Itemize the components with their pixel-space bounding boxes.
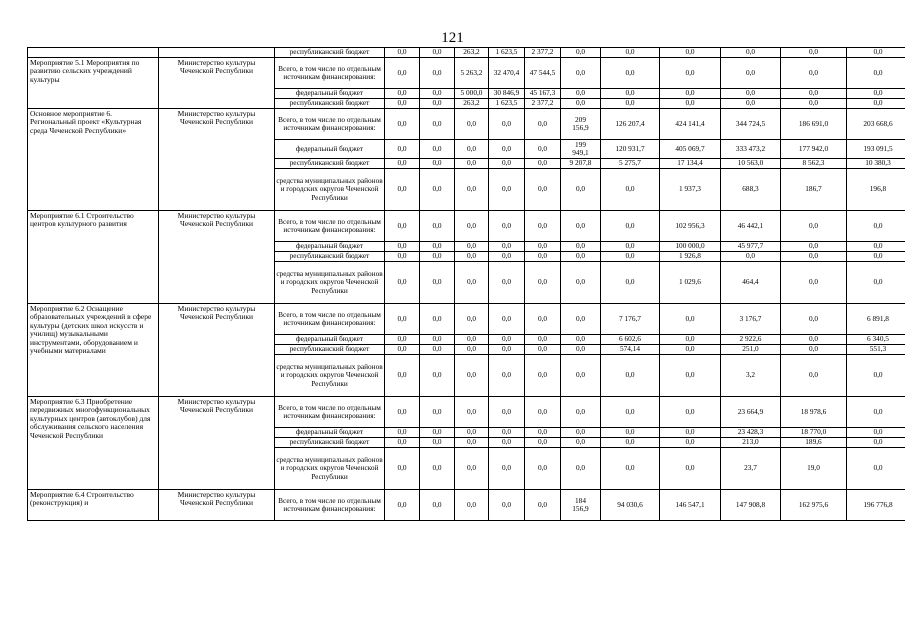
value-cell: 0,0: [601, 397, 660, 428]
value-cell: 0,0: [847, 211, 905, 242]
value-cell: 574,14: [601, 345, 660, 355]
value-cell: 0,0: [781, 89, 847, 99]
event-name-cell: Основное мероприятие 6. Региональный проект «Культурная среда Чеченской Республики»: [28, 109, 159, 211]
value-cell: 0,0: [489, 304, 525, 335]
funding-source-cell: республиканский бюджет: [275, 99, 385, 109]
value-cell: 126 207,4: [601, 109, 660, 140]
value-cell: 0,0: [489, 335, 525, 345]
value-cell: 0,0: [847, 58, 905, 89]
value-cell: 0,0: [420, 304, 455, 335]
value-cell: 0,0: [489, 448, 525, 490]
value-cell: 0,0: [601, 262, 660, 304]
table-row: [28, 48, 905, 58]
value-cell: 8 562,3: [781, 159, 847, 169]
value-cell: 193 091,5: [847, 140, 905, 159]
value-cell: 0,0: [455, 428, 489, 438]
event-name-cell: Мероприятие 5.1 Мероприятия по развитию сельских учреждений культуры: [28, 58, 159, 109]
value-cell: 405 069,7: [660, 140, 721, 159]
value-cell: 0,0: [525, 159, 561, 169]
value-cell: 0,0: [420, 159, 455, 169]
value-cell: 0,0: [601, 438, 660, 448]
value-cell: 0,0: [525, 397, 561, 428]
value-cell: 0,0: [385, 211, 420, 242]
funding-source-cell: республиканский бюджет: [275, 252, 385, 262]
value-cell: 0,0: [455, 252, 489, 262]
value-cell: 0,0: [385, 262, 420, 304]
value-cell: 199 949,1: [561, 140, 601, 159]
value-cell: 184 156,9: [561, 490, 601, 521]
value-cell: 0,0: [420, 242, 455, 252]
value-cell: 0,0: [660, 397, 721, 428]
value-cell: 0,0: [385, 58, 420, 89]
value-cell: 0,0: [420, 345, 455, 355]
value-cell: 1 623,5: [489, 99, 525, 109]
value-cell: 0,0: [601, 211, 660, 242]
executor-cell: Министерство культуры Чеченской Республики: [159, 304, 275, 397]
value-cell: 0,0: [660, 99, 721, 109]
value-cell: 94 030,6: [601, 490, 660, 521]
value-cell: 0,0: [781, 304, 847, 335]
value-cell: 0,0: [420, 48, 455, 58]
value-cell: 0,0: [721, 252, 781, 262]
value-cell: 0,0: [601, 252, 660, 262]
value-cell: 2 377,2: [525, 99, 561, 109]
value-cell: 0,0: [489, 169, 525, 211]
value-cell: 0,0: [781, 252, 847, 262]
funding-source-cell: федеральный бюджет: [275, 242, 385, 252]
value-cell: 0,0: [385, 448, 420, 490]
value-cell: 0,0: [781, 355, 847, 397]
value-cell: 10 380,3: [847, 159, 905, 169]
table-row: [28, 304, 905, 335]
value-cell: 0,0: [601, 242, 660, 252]
value-cell: 0,0: [847, 428, 905, 438]
value-cell: 333 473,2: [721, 140, 781, 159]
value-cell: 0,0: [525, 335, 561, 345]
value-cell: 0,0: [847, 262, 905, 304]
value-cell: 0,0: [660, 448, 721, 490]
value-cell: 0,0: [525, 140, 561, 159]
value-cell: 0,0: [847, 48, 905, 58]
value-cell: 0,0: [781, 211, 847, 242]
value-cell: 189,6: [781, 438, 847, 448]
value-cell: 263,2: [455, 48, 489, 58]
value-cell: 0,0: [385, 490, 420, 521]
value-cell: 5 000,0: [455, 89, 489, 99]
page-number: 121: [441, 30, 464, 46]
value-cell: 0,0: [420, 140, 455, 159]
value-cell: 6 602,6: [601, 335, 660, 345]
value-cell: 23 428,3: [721, 428, 781, 438]
value-cell: 162 975,6: [781, 490, 847, 521]
value-cell: 0,0: [847, 242, 905, 252]
value-cell: 0,0: [420, 89, 455, 99]
value-cell: 0,0: [385, 397, 420, 428]
value-cell: 0,0: [420, 397, 455, 428]
value-cell: 0,0: [525, 428, 561, 438]
value-cell: 0,0: [385, 89, 420, 99]
value-cell: 209 156,9: [561, 109, 601, 140]
value-cell: 0,0: [660, 58, 721, 89]
value-cell: 0,0: [847, 89, 905, 99]
value-cell: 0,0: [525, 169, 561, 211]
value-cell: 3 176,7: [721, 304, 781, 335]
value-cell: 0,0: [455, 140, 489, 159]
value-cell: 0,0: [561, 355, 601, 397]
value-cell: 0,0: [525, 252, 561, 262]
value-cell: 0,0: [847, 99, 905, 109]
value-cell: 0,0: [847, 448, 905, 490]
value-cell: 0,0: [660, 438, 721, 448]
funding-source-cell: Всего, в том числе по отдельным источникам финансирования:: [275, 211, 385, 242]
value-cell: 0,0: [420, 252, 455, 262]
value-cell: 0,0: [561, 169, 601, 211]
value-cell: 0,0: [847, 397, 905, 428]
value-cell: 0,0: [601, 48, 660, 58]
value-cell: 0,0: [455, 304, 489, 335]
value-cell: 18 978,6: [781, 397, 847, 428]
value-cell: 5 263,2: [455, 58, 489, 89]
value-cell: 0,0: [455, 438, 489, 448]
value-cell: 0,0: [385, 169, 420, 211]
value-cell: 0,0: [561, 89, 601, 99]
value-cell: 196,8: [847, 169, 905, 211]
executor-cell: [159, 48, 275, 58]
value-cell: 0,0: [525, 109, 561, 140]
value-cell: 0,0: [525, 242, 561, 252]
value-cell: 0,0: [385, 438, 420, 448]
value-cell: 0,0: [420, 438, 455, 448]
funding-source-cell: федеральный бюджет: [275, 335, 385, 345]
value-cell: 0,0: [455, 397, 489, 428]
value-cell: 177 942,0: [781, 140, 847, 159]
value-cell: 0,0: [489, 262, 525, 304]
value-cell: 0,0: [525, 211, 561, 242]
value-cell: 102 956,3: [660, 211, 721, 242]
value-cell: 5 275,7: [601, 159, 660, 169]
funding-source-cell: Всего, в том числе по отдельным источникам финансирования:: [275, 58, 385, 89]
value-cell: 0,0: [561, 438, 601, 448]
value-cell: 17 134,4: [660, 159, 721, 169]
value-cell: 0,0: [385, 159, 420, 169]
funding-source-cell: федеральный бюджет: [275, 89, 385, 99]
funding-source-cell: республиканский бюджет: [275, 48, 385, 58]
funding-source-cell: средства муниципальных районов и городских округов Чеченской Республики: [275, 355, 385, 397]
value-cell: 3,2: [721, 355, 781, 397]
funding-source-cell: федеральный бюджет: [275, 428, 385, 438]
value-cell: 0,0: [525, 490, 561, 521]
value-cell: 0,0: [660, 304, 721, 335]
value-cell: 0,0: [561, 58, 601, 89]
event-name-cell: Мероприятие 6.4 Строительство (реконструкция) и: [28, 490, 159, 521]
value-cell: 0,0: [847, 252, 905, 262]
value-cell: 0,0: [385, 48, 420, 58]
value-cell: 0,0: [660, 428, 721, 438]
value-cell: 0,0: [561, 448, 601, 490]
table-row: [28, 397, 905, 428]
funding-source-cell: Всего, в том числе по отдельным источникам финансирования:: [275, 109, 385, 140]
value-cell: 2 377,2: [525, 48, 561, 58]
value-cell: 0,0: [489, 490, 525, 521]
value-cell: 0,0: [489, 355, 525, 397]
value-cell: 1 029,6: [660, 262, 721, 304]
table-row: [28, 109, 905, 140]
funding-source-cell: средства муниципальных районов и городских округов Чеченской Республики: [275, 169, 385, 211]
value-cell: 0,0: [420, 109, 455, 140]
funding-source-cell: Всего, в том числе по отдельным источникам финансирования:: [275, 304, 385, 335]
value-cell: 0,0: [420, 99, 455, 109]
value-cell: 0,0: [420, 448, 455, 490]
value-cell: 186 691,0: [781, 109, 847, 140]
value-cell: 0,0: [561, 335, 601, 345]
value-cell: 0,0: [455, 345, 489, 355]
value-cell: 7 176,7: [601, 304, 660, 335]
value-cell: 0,0: [561, 48, 601, 58]
value-cell: 10 563,0: [721, 159, 781, 169]
value-cell: 1 937,3: [660, 169, 721, 211]
value-cell: 0,0: [455, 169, 489, 211]
value-cell: 23,7: [721, 448, 781, 490]
value-cell: 0,0: [660, 48, 721, 58]
value-cell: 0,0: [847, 438, 905, 448]
value-cell: 0,0: [455, 211, 489, 242]
value-cell: 0,0: [455, 262, 489, 304]
event-name-cell: Мероприятие 6.3 Приобретение передвижных многофункциональных культурных центров (автоклубов) для обслуживания сельского населения Чеченской Республики: [28, 397, 159, 490]
value-cell: 0,0: [489, 397, 525, 428]
value-cell: 6 891,8: [847, 304, 905, 335]
value-cell: 1 926,8: [660, 252, 721, 262]
value-cell: 46 442,1: [721, 211, 781, 242]
value-cell: 0,0: [385, 335, 420, 345]
value-cell: 0,0: [781, 99, 847, 109]
value-cell: 0,0: [601, 99, 660, 109]
executor-cell: Министерство культуры Чеченской Республики: [159, 397, 275, 490]
value-cell: 0,0: [455, 335, 489, 345]
value-cell: 0,0: [489, 428, 525, 438]
value-cell: 0,0: [385, 242, 420, 252]
value-cell: 0,0: [660, 335, 721, 345]
table-row: [28, 490, 905, 521]
event-name-cell: Мероприятие 6.2 Оснащение образовательных учреждений в сфере культуры (детских школ искусств и училищ) музыкальными инструментами, оборудованием и учебными материалами: [28, 304, 159, 397]
value-cell: 9 207,8: [561, 159, 601, 169]
event-name-cell: [28, 48, 159, 58]
value-cell: 47 544,5: [525, 58, 561, 89]
value-cell: 1 623,5: [489, 48, 525, 58]
value-cell: 0,0: [489, 211, 525, 242]
value-cell: 0,0: [561, 99, 601, 109]
value-cell: 424 141,4: [660, 109, 721, 140]
executor-cell: Министерство культуры Чеченской Республики: [159, 58, 275, 109]
executor-cell: Министерство культуры Чеченской Республики: [159, 490, 275, 521]
value-cell: 0,0: [601, 428, 660, 438]
funding-source-cell: республиканский бюджет: [275, 438, 385, 448]
value-cell: 0,0: [525, 345, 561, 355]
value-cell: 0,0: [561, 242, 601, 252]
value-cell: 6 340,5: [847, 335, 905, 345]
value-cell: 0,0: [525, 304, 561, 335]
value-cell: 0,0: [601, 89, 660, 99]
value-cell: 0,0: [489, 140, 525, 159]
value-cell: 0,0: [601, 355, 660, 397]
funding-source-cell: средства муниципальных районов и городских округов Чеченской Республики: [275, 262, 385, 304]
value-cell: 32 470,4: [489, 58, 525, 89]
value-cell: 688,3: [721, 169, 781, 211]
value-cell: 0,0: [660, 89, 721, 99]
value-cell: 251,0: [721, 345, 781, 355]
value-cell: 0,0: [601, 169, 660, 211]
value-cell: 0,0: [489, 345, 525, 355]
value-cell: 0,0: [420, 355, 455, 397]
value-cell: 0,0: [385, 428, 420, 438]
value-cell: 0,0: [489, 252, 525, 262]
value-cell: 0,0: [385, 109, 420, 140]
value-cell: 0,0: [781, 262, 847, 304]
value-cell: 0,0: [455, 448, 489, 490]
value-cell: 0,0: [455, 242, 489, 252]
value-cell: 0,0: [601, 448, 660, 490]
value-cell: 0,0: [489, 438, 525, 448]
value-cell: 0,0: [601, 58, 660, 89]
value-cell: 0,0: [561, 262, 601, 304]
funding-source-cell: республиканский бюджет: [275, 345, 385, 355]
value-cell: 0,0: [420, 335, 455, 345]
value-cell: 0,0: [420, 211, 455, 242]
value-cell: 0,0: [420, 169, 455, 211]
value-cell: 147 908,8: [721, 490, 781, 521]
value-cell: 0,0: [721, 89, 781, 99]
event-name-cell: Мероприятие 6.1 Строительство центров культурного развития: [28, 211, 159, 304]
value-cell: 0,0: [385, 304, 420, 335]
value-cell: 19,0: [781, 448, 847, 490]
value-cell: 0,0: [781, 58, 847, 89]
funding-source-cell: Всего, в том числе по отдельным источникам финансирования:: [275, 490, 385, 521]
value-cell: 0,0: [385, 140, 420, 159]
value-cell: 344 724,5: [721, 109, 781, 140]
value-cell: 0,0: [721, 58, 781, 89]
value-cell: 0,0: [420, 490, 455, 521]
budget-table: [27, 47, 905, 521]
value-cell: 464,4: [721, 262, 781, 304]
value-cell: 0,0: [489, 242, 525, 252]
value-cell: 0,0: [561, 428, 601, 438]
value-cell: 0,0: [561, 304, 601, 335]
value-cell: 0,0: [561, 211, 601, 242]
value-cell: 0,0: [455, 490, 489, 521]
value-cell: 0,0: [455, 109, 489, 140]
value-cell: 196 776,8: [847, 490, 905, 521]
value-cell: 0,0: [489, 109, 525, 140]
value-cell: 45 167,3: [525, 89, 561, 99]
value-cell: 0,0: [781, 335, 847, 345]
value-cell: 23 664,9: [721, 397, 781, 428]
executor-cell: Министерство культуры Чеченской Республики: [159, 211, 275, 304]
value-cell: 0,0: [385, 99, 420, 109]
value-cell: 551,3: [847, 345, 905, 355]
value-cell: 45 977,7: [721, 242, 781, 252]
value-cell: 0,0: [721, 99, 781, 109]
value-cell: 0,0: [385, 355, 420, 397]
value-cell: 0,0: [847, 355, 905, 397]
value-cell: 0,0: [455, 355, 489, 397]
value-cell: 263,2: [455, 99, 489, 109]
value-cell: 0,0: [455, 159, 489, 169]
value-cell: 100 000,0: [660, 242, 721, 252]
value-cell: 186,7: [781, 169, 847, 211]
value-cell: 120 931,7: [601, 140, 660, 159]
value-cell: 146 547,1: [660, 490, 721, 521]
value-cell: 0,0: [420, 58, 455, 89]
funding-source-cell: средства муниципальных районов и городских округов Чеченской Республики: [275, 448, 385, 490]
value-cell: 0,0: [420, 428, 455, 438]
value-cell: 0,0: [660, 355, 721, 397]
value-cell: 0,0: [781, 48, 847, 58]
funding-source-cell: Всего, в том числе по отдельным источникам финансирования:: [275, 397, 385, 428]
value-cell: 18 770,0: [781, 428, 847, 438]
executor-cell: Министерство культуры Чеченской Республики: [159, 109, 275, 211]
value-cell: 203 668,6: [847, 109, 905, 140]
value-cell: 0,0: [525, 262, 561, 304]
value-cell: 0,0: [385, 345, 420, 355]
value-cell: 0,0: [525, 448, 561, 490]
value-cell: 0,0: [781, 345, 847, 355]
value-cell: 2 922,6: [721, 335, 781, 345]
funding-source-cell: федеральный бюджет: [275, 140, 385, 159]
funding-source-cell: республиканский бюджет: [275, 159, 385, 169]
table-row: [28, 211, 905, 242]
value-cell: 0,0: [489, 159, 525, 169]
value-cell: 0,0: [721, 48, 781, 58]
value-cell: 0,0: [660, 345, 721, 355]
value-cell: 0,0: [420, 262, 455, 304]
value-cell: 0,0: [385, 252, 420, 262]
value-cell: 0,0: [781, 242, 847, 252]
value-cell: 213,0: [721, 438, 781, 448]
value-cell: 0,0: [525, 355, 561, 397]
table-row: [28, 58, 905, 89]
value-cell: 30 846,9: [489, 89, 525, 99]
value-cell: 0,0: [561, 345, 601, 355]
value-cell: 0,0: [525, 438, 561, 448]
value-cell: 0,0: [561, 252, 601, 262]
value-cell: 0,0: [561, 397, 601, 428]
